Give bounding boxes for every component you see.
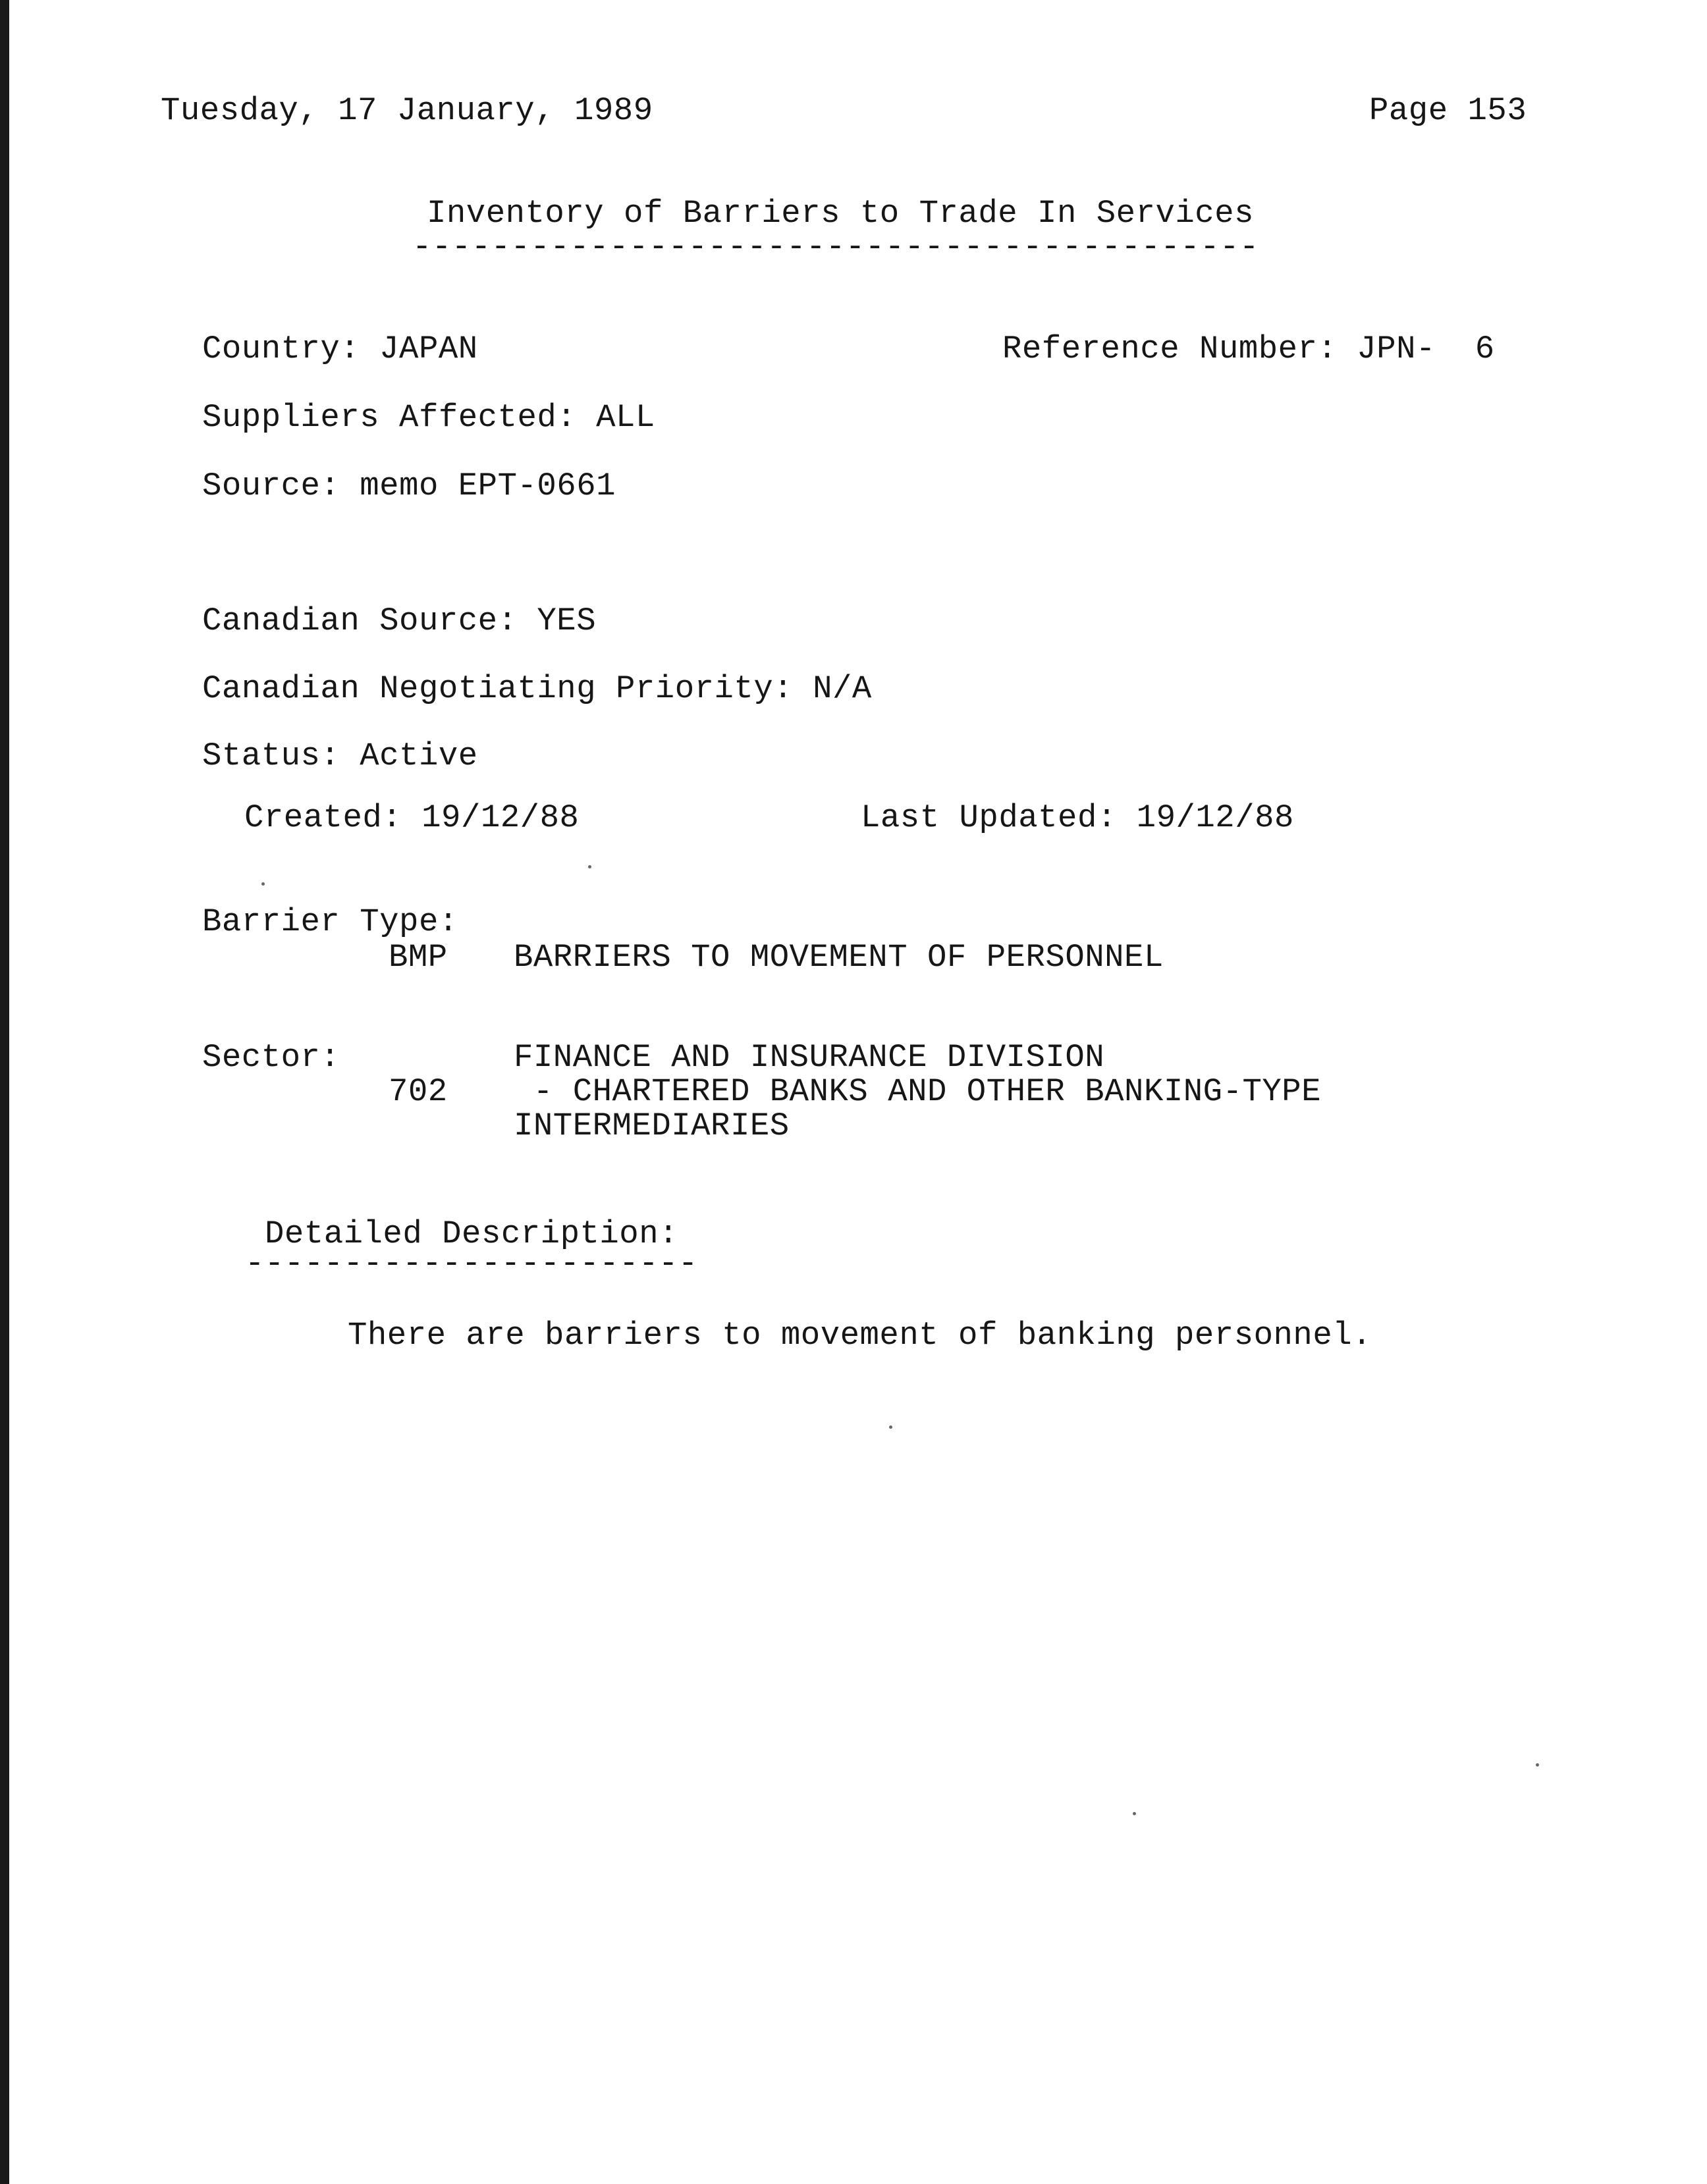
status-field — [202, 737, 478, 774]
scan-speck — [261, 882, 265, 886]
barrier-type-label: Barrier Type: — [202, 903, 458, 940]
priority-label: Canadian Negotiating Priority: — [202, 670, 794, 707]
created-field — [244, 799, 579, 836]
reference-number-field — [1002, 331, 1495, 367]
status-value: Active — [360, 737, 478, 774]
country-field — [202, 331, 478, 367]
document-title: Inventory of Barriers to Trade In Services — [427, 195, 1255, 232]
source-value: memo EPT-0661 — [360, 467, 616, 504]
created-label: Created: — [244, 799, 402, 836]
scan-speck — [1536, 1763, 1539, 1767]
canadian-source-value: YES — [537, 602, 597, 639]
status-label: Status: — [202, 737, 340, 774]
sector-division: FINANCE AND INSURANCE DIVISION — [514, 1039, 1105, 1076]
source-label: Source: — [202, 467, 340, 504]
last-updated-field — [861, 799, 1294, 836]
sector-description-line2: INTERMEDIARIES — [514, 1107, 790, 1144]
scan-speck — [1133, 1812, 1136, 1815]
reference-label: Reference Number: — [1002, 331, 1338, 367]
suppliers-value: ALL — [596, 399, 655, 436]
detailed-description-underline: ----------------------- — [245, 1254, 698, 1273]
detailed-description-text: There are barriers to movement of banking personnel. — [348, 1317, 1372, 1354]
scan-speck — [588, 865, 591, 868]
updated-label: Last Updated: — [861, 799, 1117, 836]
sector-label: Sector: — [202, 1039, 340, 1076]
country-value: JAPAN — [379, 331, 478, 367]
priority-value: N/A — [813, 670, 872, 707]
canadian-source-field — [202, 602, 596, 639]
detailed-description-heading: Detailed Description: — [265, 1215, 679, 1252]
header-page-number: Page 153 — [1369, 92, 1527, 129]
country-label: Country: — [202, 331, 360, 367]
scan-speck — [889, 1425, 892, 1429]
sector-description-line1: - CHARTERED BANKS AND OTHER BANKING-TYPE — [514, 1073, 1322, 1110]
header-date: Tuesday, 17 January, 1989 — [161, 92, 653, 129]
canadian-source-label: Canadian Source: — [202, 602, 518, 639]
created-value: 19/12/88 — [421, 799, 580, 836]
barrier-type-description: BARRIERS TO MOVEMENT OF PERSONNEL — [514, 939, 1164, 976]
title-underline: ------------------------------------------- — [412, 237, 1259, 257]
scan-edge — [0, 0, 9, 2184]
sector-code: 702 — [389, 1073, 448, 1110]
source-field — [202, 467, 616, 504]
negotiating-priority-field — [202, 670, 872, 707]
suppliers-label: Suppliers Affected: — [202, 399, 577, 436]
reference-value: JPN- 6 — [1357, 331, 1495, 367]
barrier-type-code: BMP — [389, 939, 448, 976]
updated-value: 19/12/88 — [1136, 799, 1294, 836]
suppliers-affected-field — [202, 399, 655, 436]
